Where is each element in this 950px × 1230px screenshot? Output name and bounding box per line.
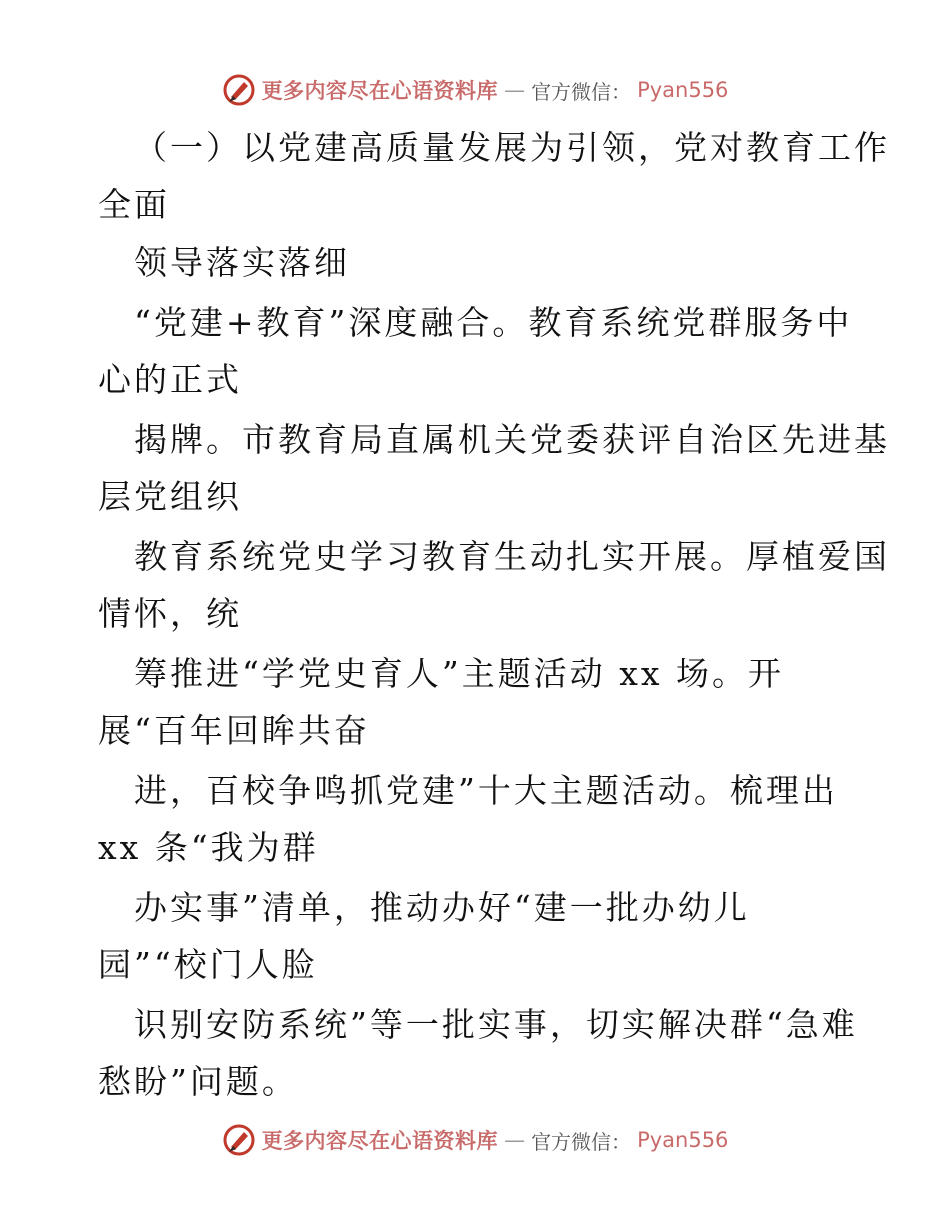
paragraph-line: 心的正式: [98, 360, 242, 399]
watermark-text: 更多内容尽在心语资料库: [261, 79, 499, 103]
paragraph-line: 愁盼”问题。: [98, 1062, 298, 1101]
paragraph-line: 展“百年回眸共奋: [98, 711, 370, 750]
paragraph-line: 教育系统党史学习教育生动扎实开展。厚植爱国: [134, 537, 890, 576]
paragraph-line: 揭牌。市教育局直属机关党委获评自治区先进基: [134, 420, 890, 459]
paragraph-line: “党建+教育”深度融合。教育系统党群服务中: [134, 303, 853, 342]
paragraph-line: 领导落实落细: [134, 243, 350, 282]
paragraph-line: xx 条“我为群: [98, 828, 319, 867]
paragraph-line: 进，百校争鸣抓党建”十大主题活动。梳理出: [134, 771, 838, 810]
paragraph-line: 层党组织: [98, 477, 242, 516]
paragraph-line: 园”“校门人脸: [98, 945, 318, 984]
watermark-id: Pyan556: [637, 78, 729, 102]
watermark-label: 官方微信：: [531, 1129, 632, 1154]
watermark-dash: —: [504, 78, 526, 102]
footer-watermark: [0, 1120, 950, 1160]
paragraph-line: 办实事”清单，推动办好“建一批办幼儿: [134, 888, 750, 927]
paragraph-line: 情怀，统: [98, 594, 242, 633]
watermark-text: 更多内容尽在心语资料库: [261, 1129, 499, 1153]
paragraph-line: 全面: [98, 185, 170, 224]
watermark-id: Pyan556: [637, 1128, 729, 1152]
watermark-dash: —: [504, 1128, 526, 1152]
paragraph-line: 识别安防系统”等一批实事，切实解决群“急难: [134, 1005, 858, 1044]
pen-logo-icon: [222, 73, 256, 107]
watermark-label: 官方微信：: [531, 79, 632, 104]
paragraph-line: （一）以党建高质量发展为引领，党对教育工作: [134, 128, 890, 167]
paragraph-line: 筹推进“学党史育人”主题活动 xx 场。开: [134, 654, 784, 693]
pen-logo-icon: [222, 1123, 256, 1157]
header-watermark: [0, 70, 950, 110]
